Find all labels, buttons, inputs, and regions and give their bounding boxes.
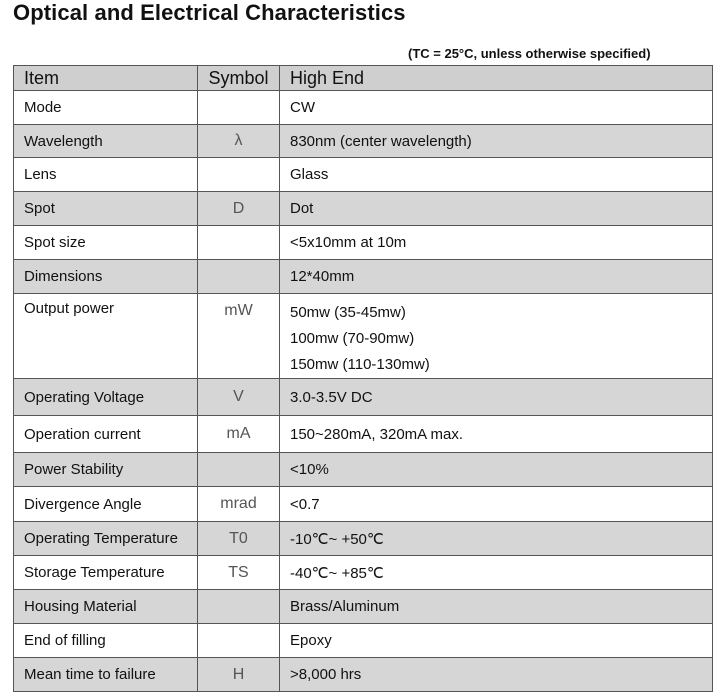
- condition-note: (TC = 25°C, unless otherwise specified): [408, 46, 651, 61]
- row-item: Spot size: [14, 226, 198, 260]
- table-header-row: [14, 66, 713, 91]
- row-symbol: TS: [198, 556, 280, 590]
- row-symbol: [198, 91, 280, 125]
- row-item: Housing Material: [14, 590, 198, 624]
- row-symbol: D: [198, 192, 280, 226]
- table-row: [14, 487, 713, 522]
- row-item: Wavelength: [14, 125, 198, 158]
- row-value: 150~280mA, 320mA max.: [280, 416, 713, 453]
- row-symbol: [198, 453, 280, 487]
- row-symbol: [198, 226, 280, 260]
- row-item: End of filling: [14, 624, 198, 658]
- row-value: <5x10mm at 10m: [280, 226, 713, 260]
- row-item: Storage Temperature: [14, 556, 198, 590]
- output-power-option: 150mw (110-130mw): [290, 356, 430, 373]
- row-item: Output power: [14, 294, 198, 379]
- row-value: -10℃~ +50℃: [280, 522, 713, 556]
- table-row: [14, 590, 713, 624]
- table-row: [14, 125, 713, 158]
- row-item: Mode: [14, 91, 198, 125]
- row-item: Dimensions: [14, 260, 198, 294]
- row-item: Operating Temperature: [14, 522, 198, 556]
- table-row: [14, 556, 713, 590]
- table-row: [14, 294, 713, 379]
- row-symbol: mrad: [198, 487, 280, 522]
- row-symbol: V: [198, 379, 280, 416]
- table-row: [14, 624, 713, 658]
- row-item: Operating Voltage: [14, 379, 198, 416]
- table-row: [14, 416, 713, 453]
- row-item: Lens: [14, 158, 198, 192]
- row-value: -40℃~ +85℃: [280, 556, 713, 590]
- row-item: Power Stability: [14, 453, 198, 487]
- table-row: [14, 379, 713, 416]
- table-row: [14, 192, 713, 226]
- output-power-option: 50mw (35-45mw): [290, 304, 406, 321]
- row-value: Brass/Aluminum: [280, 590, 713, 624]
- row-item: Mean time to failure: [14, 658, 198, 692]
- table-row: [14, 658, 713, 692]
- row-value: Dot: [280, 192, 713, 226]
- row-value: <10%: [280, 453, 713, 487]
- row-value: 830nm (center wavelength): [280, 125, 713, 158]
- row-symbol: [198, 260, 280, 294]
- row-symbol: H: [198, 658, 280, 692]
- table-row: [14, 453, 713, 487]
- table-row: [14, 522, 713, 556]
- table-row: [14, 91, 713, 125]
- row-value: >8,000 hrs: [280, 658, 713, 692]
- row-symbol: mA: [198, 416, 280, 453]
- row-symbol: [198, 158, 280, 192]
- row-value: [280, 294, 713, 379]
- column-header-high-end: High End: [280, 66, 713, 91]
- row-symbol: T0: [198, 522, 280, 556]
- row-value: CW: [280, 91, 713, 125]
- characteristics-table: [13, 65, 713, 692]
- table-row: [14, 158, 713, 192]
- row-value: 3.0-3.5V DC: [280, 379, 713, 416]
- row-symbol: [198, 590, 280, 624]
- row-symbol: [198, 624, 280, 658]
- output-power-option: 100mw (70-90mw): [290, 330, 415, 347]
- row-value: <0.7: [280, 487, 713, 522]
- row-item: Divergence Angle: [14, 487, 198, 522]
- row-value: 12*40mm: [280, 260, 713, 294]
- column-header-item: Item: [14, 66, 198, 91]
- row-value: Glass: [280, 158, 713, 192]
- row-symbol: λ: [198, 125, 280, 158]
- row-item: Operation current: [14, 416, 198, 453]
- row-symbol: mW: [198, 294, 280, 379]
- row-item: Spot: [14, 192, 198, 226]
- page-title: Optical and Electrical Characteristics: [13, 0, 406, 25]
- table-row: [14, 260, 713, 294]
- table-row: [14, 226, 713, 260]
- column-header-symbol: Symbol: [198, 66, 280, 91]
- row-value: Epoxy: [280, 624, 713, 658]
